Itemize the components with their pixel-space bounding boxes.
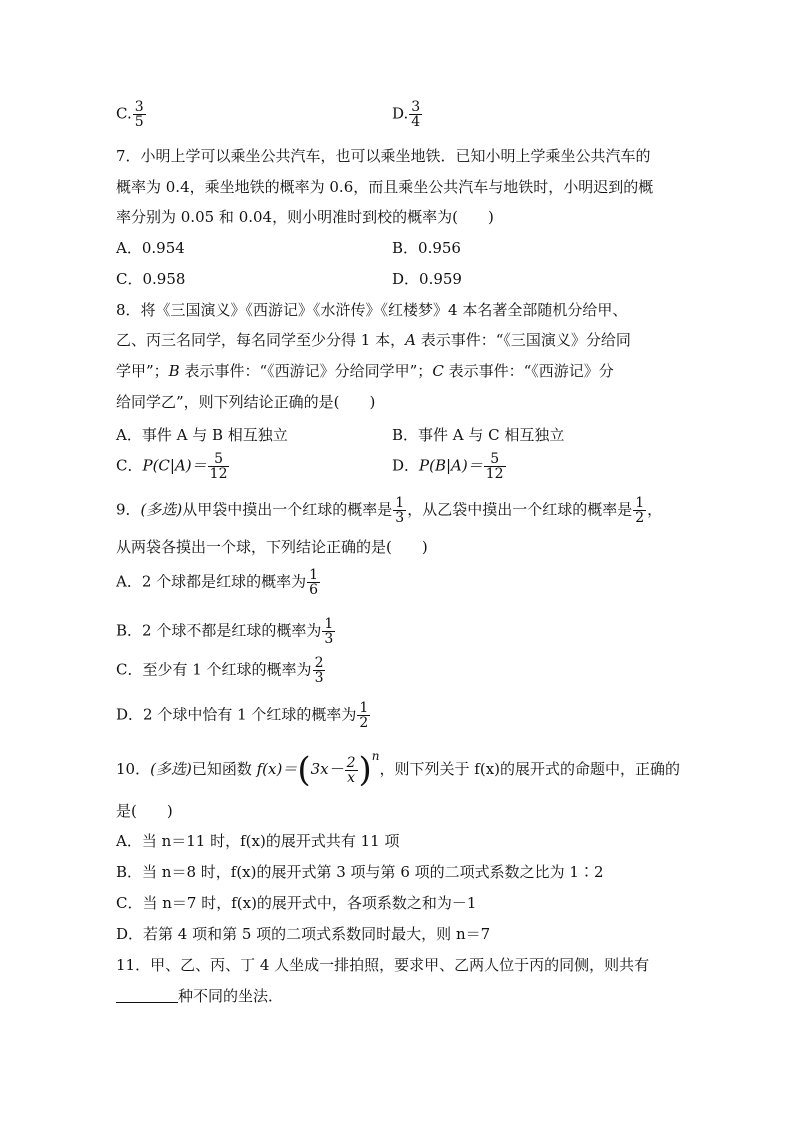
fraction: $\frac{3}{4}$ (411, 99, 421, 130)
left-paren: ( (297, 750, 311, 790)
q10-option-a: A．当 n＝11 时，f(x)的展开式共有 11 项 (116, 832, 400, 850)
q7-line2: 概率为 0.4，乘坐地铁的概率为 0.6，而且乘坐公共汽车与地铁时，小明迟到的概 (116, 178, 654, 196)
q9-line2: 从两袋各摸出一个球，下列结论正确的是( ) (116, 538, 428, 556)
fraction: $\frac{5}{12}$ (209, 451, 228, 482)
fraction: $\frac{5}{12}$ (485, 451, 504, 482)
multi-select-tag: (多选) (150, 760, 192, 778)
q7-option-a: A．0.954 (116, 239, 185, 257)
q10-line1: 10．(多选)已知函数 f(x)＝(3x－ $\frac{2}{x}$ )$^n$，则下列关于 f(x)的展开式的命题中，正确的 (116, 749, 681, 790)
q7-line1: 7．小明上学可以乘坐公共汽车，也可以乘坐地铁．已知小明上学乘坐公共汽车的 (116, 147, 651, 165)
q11-line2: 种不同的坐法． (116, 986, 283, 1006)
q8-option-a: A．事件 A 与 B 相互独立 (116, 426, 288, 444)
answer-blank[interactable] (116, 988, 178, 1003)
q8-option-b: B．事件 A 与 C 相互独立 (392, 426, 565, 444)
q9-option-d: D．2 个球中恰有 1 个红球的概率为 $\frac{1}{2}$ (116, 700, 369, 731)
q8-line2: 乙、丙三名同学，每名同学至少分得 1 本，A 表示事件：“《三国演义》分给同 (116, 331, 631, 349)
q8-option-d: D．P(B|A)＝ $\frac{5}{12}$ (392, 451, 504, 482)
fraction: $\frac{1}{2}$ (359, 700, 369, 731)
fraction: $\frac{1}{3}$ (324, 616, 334, 647)
q8-line3: 学甲”；B 表示事件：“《西游记》分给同学甲”；C 表示事件：“《西游记》分 (116, 362, 614, 380)
q7-option-d: D．0.959 (392, 270, 462, 288)
prev-option-d: D. $\frac{3}{4}$ (392, 99, 421, 130)
fraction: $\frac{3}{5}$ (134, 99, 144, 130)
fraction: $\frac{1}{2}$ (635, 495, 645, 526)
fraction: $\frac{1}{3}$ (395, 495, 405, 526)
right-paren: ) (358, 750, 372, 790)
q9-option-b: B．2 个球不都是红球的概率为 $\frac{1}{3}$ (116, 616, 334, 647)
q10-line2: 是( ) (116, 802, 173, 820)
q10-option-c: C．当 n＝7 时，f(x)的展开式中，各项系数之和为－1 (116, 894, 477, 912)
q8-line1: 8．将《三国演义》《西游记》《水浒传》《红楼梦》4 本名著全部随机分给甲、 (116, 301, 628, 319)
q8-option-c: C．P(C|A)＝ $\frac{5}{12}$ (116, 451, 228, 482)
q7-option-c: C．0.958 (116, 270, 186, 288)
fraction: $\frac{2}{3}$ (314, 655, 324, 686)
q7-option-b: B．0.956 (392, 239, 461, 257)
prev-option-c: C. $\frac{3}{5}$ (116, 99, 144, 130)
fraction: $\frac{2}{x}$ (346, 754, 356, 786)
q9-option-c: C．至少有 1 个红球的概率为 $\frac{2}{3}$ (116, 655, 324, 686)
q9-line1: 9．(多选)从甲袋中摸出一个红球的概率是 $\frac{1}{3}$ ，从乙袋中摸出一个红球的概率是 $\frac{1}{2}$ ， (116, 495, 663, 526)
multi-select-tag: (多选) (140, 500, 183, 519)
q11-line1: 11．甲、乙、丙、丁 4 人坐成一排拍照，要求甲、乙两人位于丙的同侧，则共有 (116, 956, 650, 974)
q10-option-d: D．若第 4 项和第 5 项的二项式系数同时最大，则 n＝7 (116, 925, 491, 943)
q7-line3: 率分别为 0.05 和 0.04，则小明准时到校的概率为( ) (116, 208, 494, 226)
q10-option-b: B．当 n＝8 时，f(x)的展开式第 3 项与第 6 项的二项式系数之比为 1∶2 (116, 863, 604, 881)
fraction: $\frac{1}{6}$ (309, 567, 319, 598)
exponent: n (371, 749, 380, 763)
q8-line4: 给同学乙”，则下列结论正确的是( ) (116, 393, 376, 411)
q9-option-a: A．2 个球都是红球的概率为 $\frac{1}{6}$ (116, 567, 319, 598)
